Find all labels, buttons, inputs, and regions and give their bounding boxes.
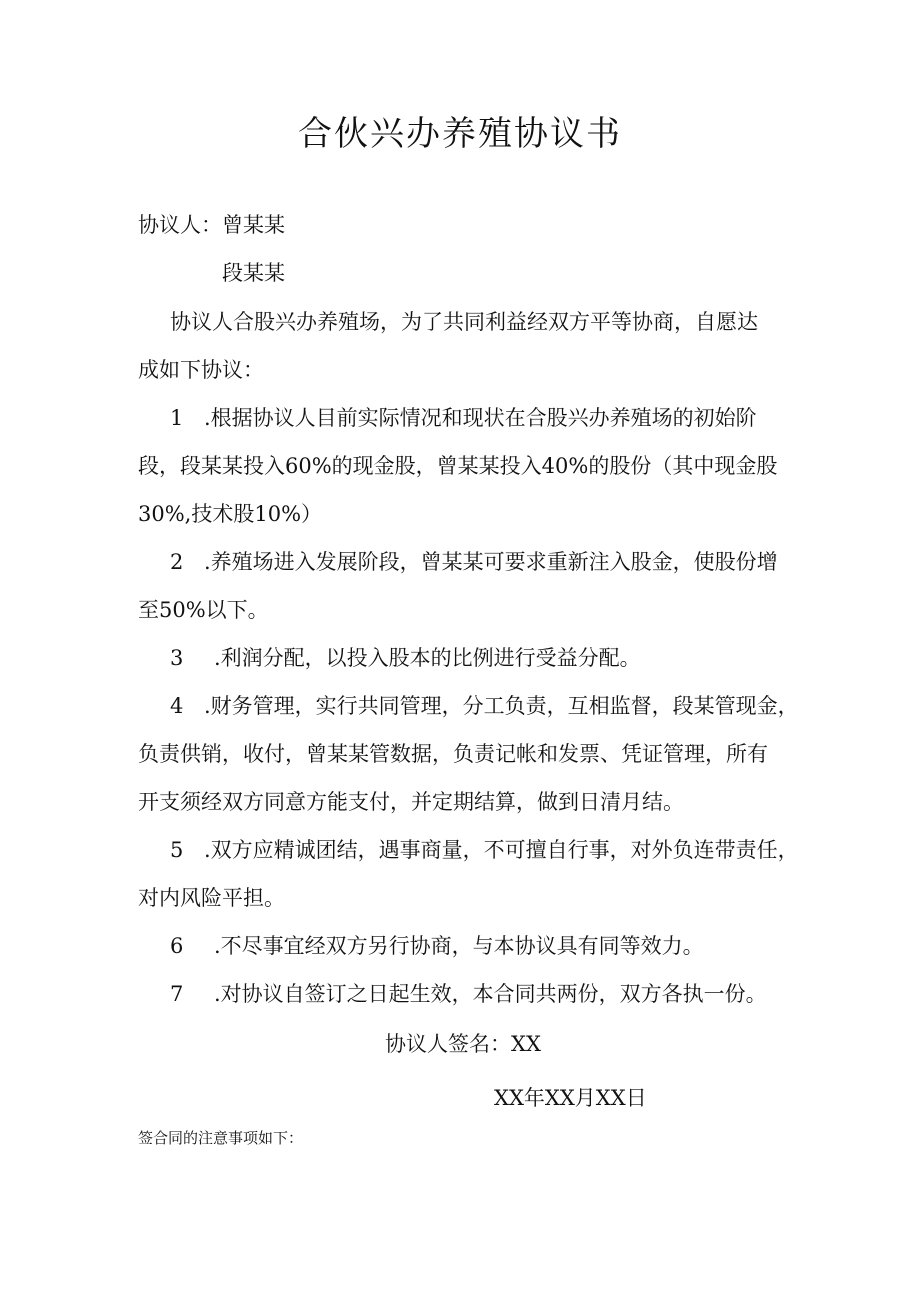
clause-1-number: 1: [170, 406, 184, 430]
clause-5-line-1: 5 .双方应精诚团结，遇事商量，不可擅自行事，对外负连带责任，: [170, 835, 799, 865]
clause-3-line-1: 3 .利润分配，以投入股本的比例进行受益分配。: [170, 643, 641, 673]
signature-line: 协议人签名：XX: [385, 1032, 541, 1056]
clause-2-line-1: 2 .养殖场进入发展阶段，曾某某可要求重新注入股金，使股份增: [170, 547, 778, 577]
clause-5-line-2: 对内风险平担。: [138, 886, 285, 910]
party-2-name: 段某某: [222, 261, 285, 285]
clause-1-line-3: 30%,技术股10%）: [138, 502, 323, 526]
clause-4-line-2: 负责供销，收付，曾某某管数据，负责记帐和发票、凭证管理，所有: [138, 742, 768, 766]
date-line: XX年XX月XX日: [494, 1086, 647, 1110]
clause-2-line-2: 至50%以下。: [138, 598, 269, 622]
clause-4-number: 4: [170, 694, 184, 718]
note-heading: 签合同的注意事项如下：: [138, 1129, 304, 1147]
clause-2-number: 2: [170, 550, 184, 574]
document-title: 合伙兴办养殖协议书: [298, 114, 622, 154]
clause-1-line-1: 1 .根据协议人目前实际情况和现状在合股兴办养殖场的初始阶: [170, 403, 757, 433]
clause-6-line-1: 6 .不尽事宜经双方另行协商，与本协议具有同等效力。: [170, 931, 704, 961]
parties-line-1: [138, 210, 285, 240]
clause-1-line-2: 段，段某某投入60%的现金股，曾某某投入40%的股份（其中现金股: [138, 454, 778, 478]
clause-3-number: 3: [170, 646, 184, 670]
clause-6-number: 6: [170, 934, 184, 958]
clause-4-line-1: 4 .财务管理，实行共同管理，分工负责，互相监督，段某管现金，: [170, 691, 799, 721]
intro-line-1: 协议人合股兴办养殖场，为了共同利益经双方平等协商，自愿达: [170, 310, 758, 334]
clause-5-number: 5: [170, 838, 184, 862]
clause-7-line-1: 7 .对协议自签订之日起生效，本合同共两份，双方各执一份。: [170, 979, 767, 1009]
party-1-name: 曾某某: [222, 213, 285, 237]
intro-line-2: 成如下协议：: [138, 358, 264, 382]
parties-label: 协议人：: [138, 213, 222, 237]
clause-7-number: 7: [170, 982, 184, 1006]
clause-4-line-3: 开支须经双方同意方能支付，并定期结算，做到日清月结。: [138, 790, 684, 814]
